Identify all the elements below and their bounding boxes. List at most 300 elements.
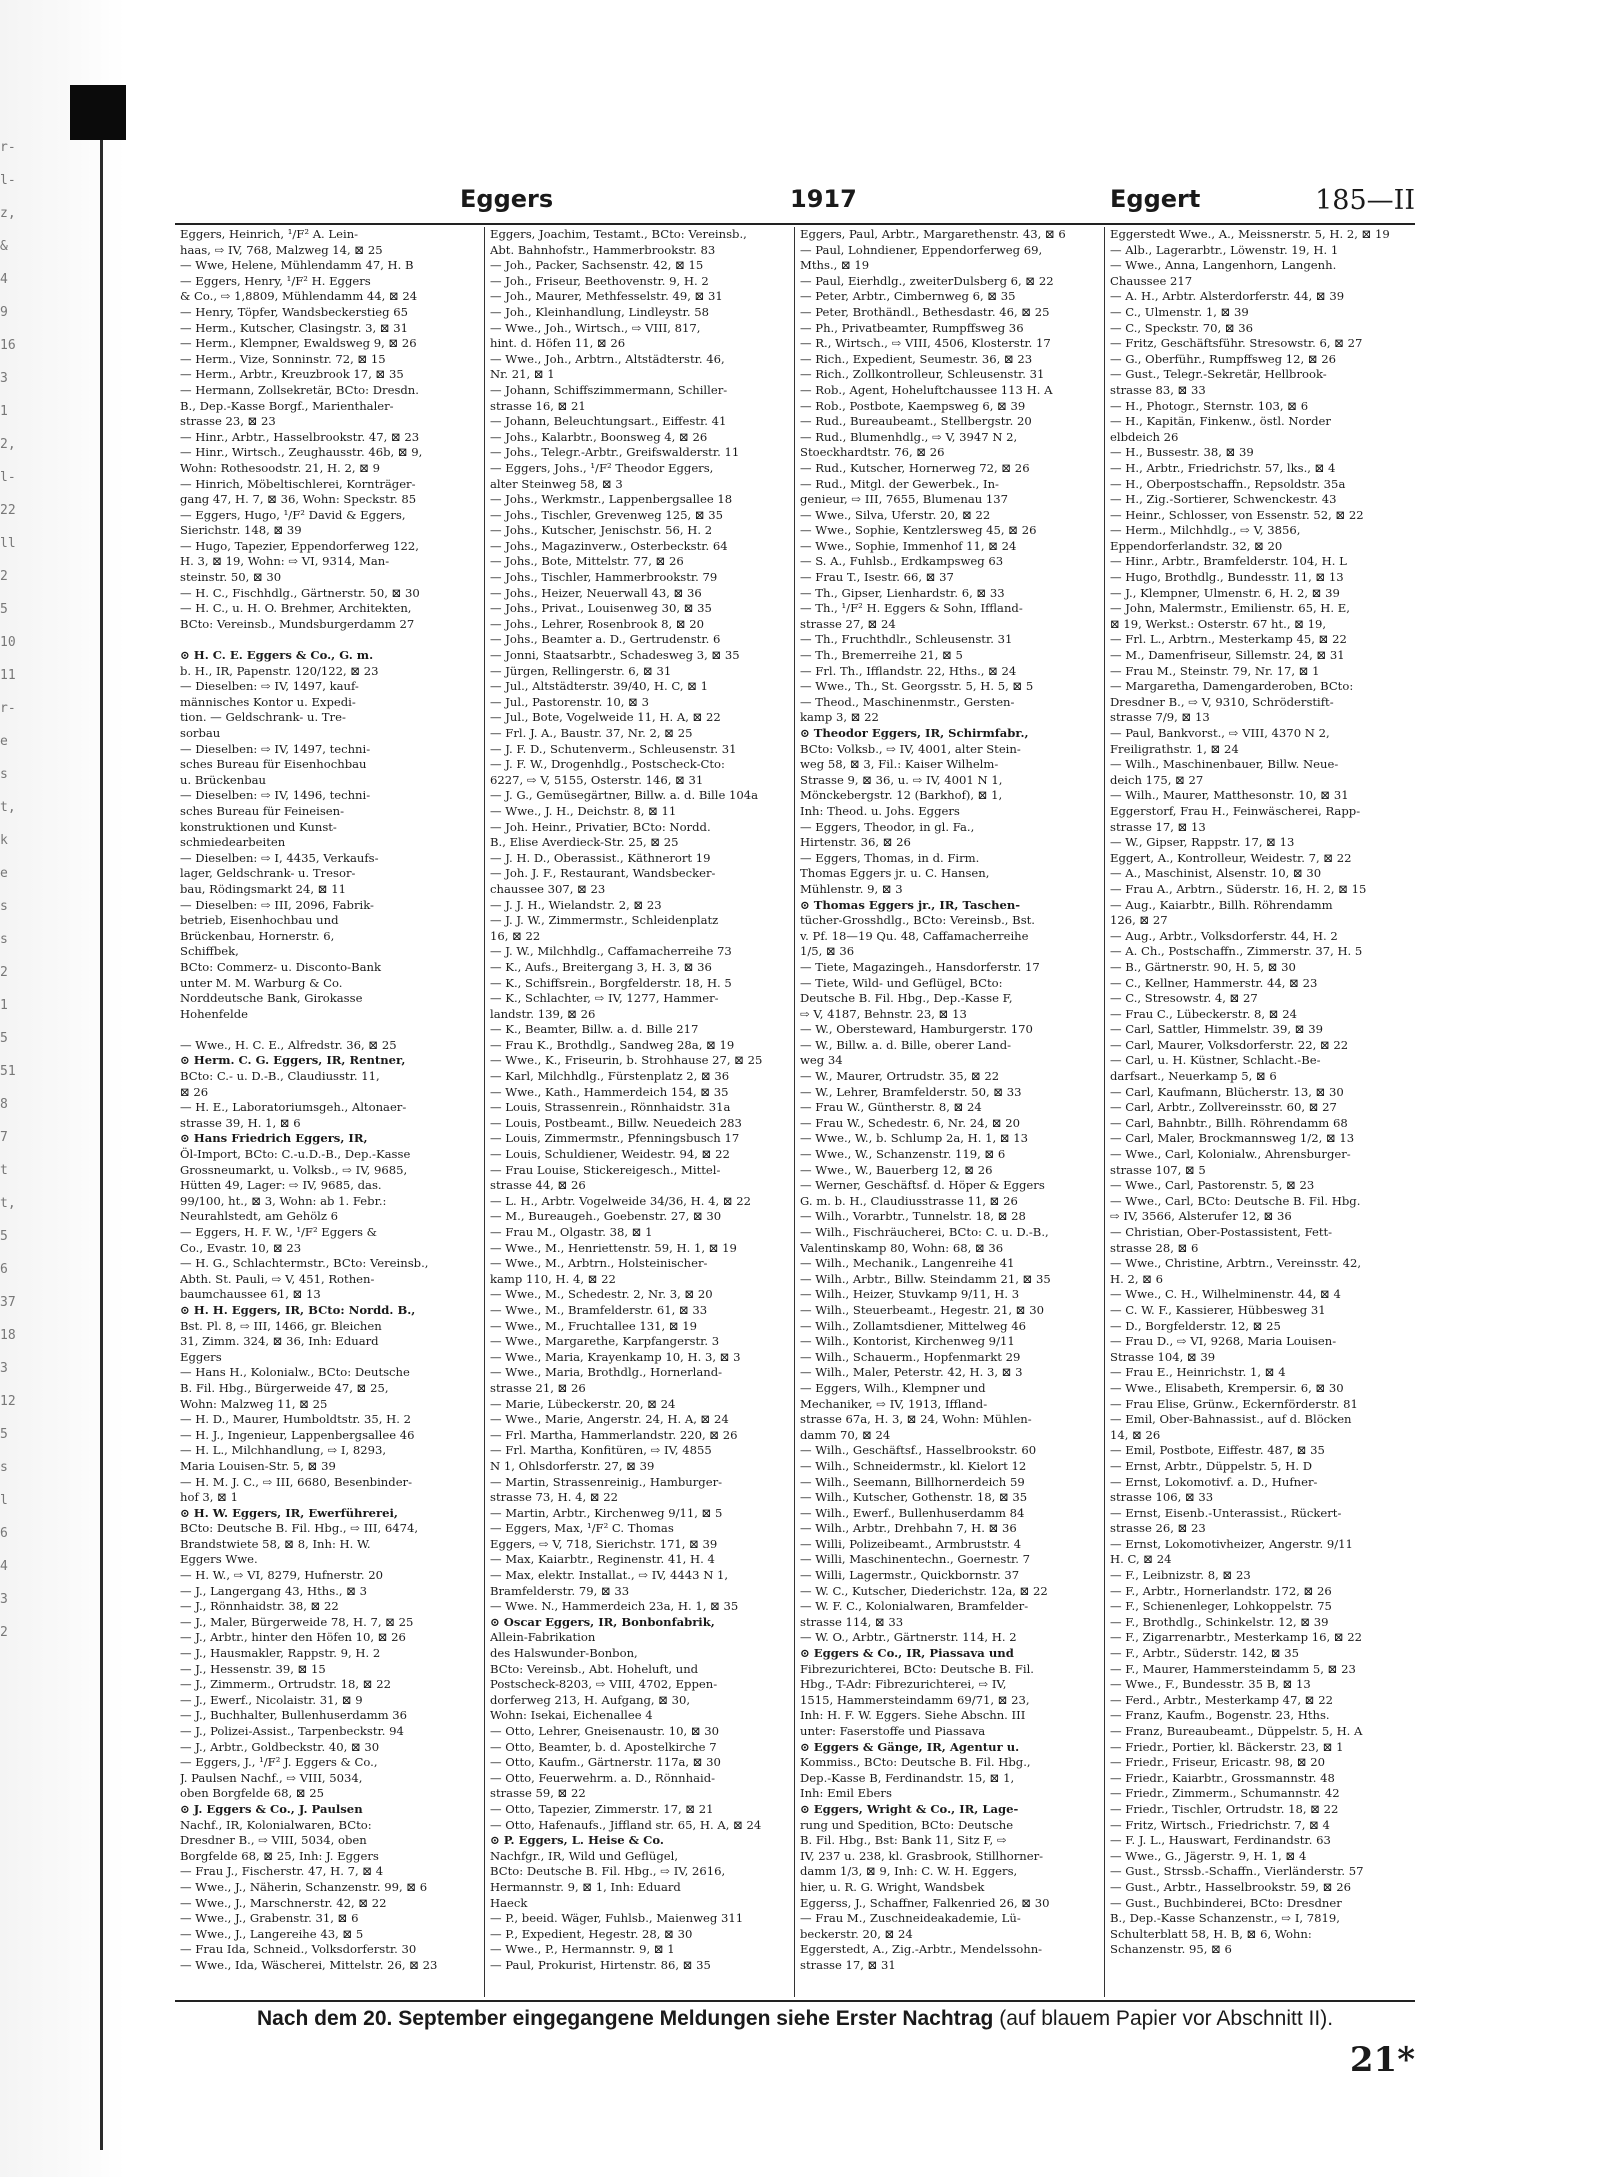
entry-line: — A. H., Arbtr. Alsterdorferstr. 44, ⊠ 39 [1110,289,1345,304]
entry-line: — Wwe., Sophie, Kentzlersweg 45, ⊠ 26 [800,523,1037,538]
entry-line: v. Pf. 18—19 Qu. 48, Caffamacherreihe [800,928,1029,943]
entry-line: — Frau Louise, Stickereigesch., Mittel- [490,1162,721,1177]
entry-line: — Wilh., Zollamtsdiener, Mittelweg 46 [800,1318,1026,1333]
entry-line: — Johs., Kalarbtr., Boonsweg 4, ⊠ 26 [490,429,708,444]
header-left-keyword: Eggers [460,185,554,213]
column-2 [485,227,795,1997]
entry-line: — Jürgen, Rellingerstr. 6, ⊠ 31 [490,663,672,678]
entry-line: hof 3, ⊠ 1 [180,1490,238,1505]
entry-line: — Otto, Tapezier, Zimmerstr. 17, ⊠ 21 [490,1801,714,1816]
edge-mark: 2, [0,437,16,452]
entry-line: Brückenbau, Hornerstr. 6, [180,928,335,943]
entry-line: 1515, Hammersteindamm 69/71, ⊠ 23, [800,1692,1030,1707]
entry-line: — Aug., Kaiarbtr., Billh. Röhrendamm [1110,897,1333,912]
entry-line: — Wilh., Vorarbtr., Tunnelstr. 18, ⊠ 28 [800,1209,1026,1224]
entry-line: — W. O., Arbtr., Gärtnerstr. 114, H. 2 [800,1630,1017,1645]
edge-mark: 3 [0,1361,8,1376]
entry-line: ⇨ V, 4187, Behnstr. 23, ⊠ 13 [800,1006,967,1021]
entry-line: hier, u. R. G. Wright, Wandsbek [800,1879,985,1894]
edge-mark: 8 [0,1097,8,1112]
entry-line: Eggerstedt, A., Zig.-Arbtr., Mendelssohn- [800,1942,1043,1957]
entry-line: männisches Kontor u. Expedi- [180,694,356,709]
entry-line: dorferweg 213, H. Aufgang, ⊠ 30, [490,1692,691,1707]
entry-line: darfsart., Neuerkamp 5, ⊠ 6 [1110,1069,1277,1084]
entry-line: Eppendorferlandstr. 32, ⊠ 20 [1110,538,1283,553]
entry-line: — Joh., Maurer, Methfesselstr. 49, ⊠ 31 [490,289,723,304]
entry-line: — Heinr., Schlosser, von Essenstr. 52, ⊠ 22 [1110,507,1364,522]
entry-line: — K., Beamter, Billw. a. d. Bille 217 [490,1022,699,1037]
entry-line: — Carl, u. H. Küstner, Schlacht.-Be- [1110,1053,1321,1068]
entry-line: — Rob., Postbote, Kaempsweg 6, ⊠ 39 [800,398,1026,413]
edge-mark: & [0,239,8,254]
edge-mark: 7 [0,1130,8,1145]
entry-line: H. 3, ⊠ 19, Wohn: ⇨ VI, 9314, Man- [180,554,390,569]
entry-line: — Paul, Eierhdlg., zweiterDulsberg 6, ⊠ 22 [800,273,1054,288]
entry-line: — Wilh., Geschäftsf., Hasselbrookstr. 60 [800,1443,1037,1458]
entry-line: — Johs., Privat., Louisenweg 30, ⊠ 35 [490,601,712,616]
entry-line: ⊙ H. H. Eggers, IR, BCto: Nordd. B., [180,1302,416,1317]
entry-line: strasse 106, ⊠ 33 [1110,1490,1214,1505]
entry-line: — Frau A., Arbtrn., Süderstr. 16, H. 2, ⊠ 15 [1110,881,1367,896]
entry-line: 6227, ⇨ V, 5155, Osterstr. 146, ⊠ 31 [490,772,704,787]
entry-line: — J., Hessenstr. 39, ⊠ 15 [180,1661,326,1676]
entry-line: — Aug., Arbtr., Volksdorferstr. 44, H. 2 [1110,928,1338,943]
entry-line: — Louis, Zimmermstr., Pfenningsbusch 17 [490,1131,740,1146]
entry-line: — K., Schlachter, ⇨ IV, 1277, Hammer- [490,991,719,1006]
header-rule [175,223,1415,225]
edge-mark: e [0,866,8,881]
entry-line: — Gust., Telegr.-Sekretär, Hellbrook- [1110,367,1327,382]
entry-line: — Hugo, Tapezier, Eppendorferweg 122, [180,538,419,553]
entry-line: Eggerstorf, Frau H., Feinwäscherei, Rapp- [1110,803,1361,818]
entry-line: — Marie, Lübeckerstr. 20, ⊠ 24 [490,1396,676,1411]
edge-mark: 2 [0,569,8,584]
entry-line: IV, 237 u. 238, kl. Grasbrook, Stillhorner- [800,1848,1044,1863]
entry-line: strasse 17, ⊠ 13 [1110,819,1206,834]
edge-mark: 37 [0,1295,16,1310]
entry-line: — Wilh., Schauerm., Hopfenmarkt 29 [800,1349,1021,1364]
entry-line: Dresdner B., ⇨ VIII, 5034, oben [180,1833,367,1848]
edge-mark: z, [0,206,16,221]
entry-line: Strasse 9, ⊠ 36, u. ⇨ IV, 4001 N 1, [800,772,1003,787]
entry-line: strasse 44, ⊠ 26 [490,1178,586,1193]
entry-line: — J., Maler, Bürgerweide 78, H. 7, ⊠ 25 [180,1614,414,1629]
entry-line: — Ernst, Lokomotivheizer, Angerstr. 9/11 [1110,1536,1353,1551]
entry-line: — H. G., Schlachtermstr., BCto: Vereinsb., [180,1256,429,1271]
entry-line: B. Fil. Hbg., Bst: Bank 11, Sitz F, ⇨ [800,1833,1007,1848]
entry-line: — Frl. J. A., Baustr. 37, Nr. 2, ⊠ 25 [490,726,693,740]
entry-line: — Louis, Postbeamt., Billw. Neuedeich 283 [490,1115,742,1130]
entry-line: Nachf., IR, Kolonialwaren, BCto: [180,1817,372,1832]
entry-line: — Rud., Blumenhdlg., ⇨ V, 3947 N 2, [800,429,1018,444]
entry-line: — Ernst, Lokomotivf. a. D., Hufner- [1110,1474,1318,1489]
entry-line: — Jul., Pastorenstr. 10, ⊠ 3 [490,694,649,709]
entry-line: — J., Arbtr., hinter den Höfen 10, ⊠ 26 [180,1630,406,1645]
entry-line: — F., Maurer, Hammersteindamm 5, ⊠ 23 [1110,1661,1356,1676]
entry-line: — Rob., Agent, Hoheluftchaussee 113 H. A [800,382,1053,397]
entry-line: Abth. St. Pauli, ⇨ V, 451, Rothen- [180,1271,375,1286]
entry-line: Eggers, Paul, Arbtr., Margarethenstr. 43, ⊠ 6 [800,227,1066,241]
edge-mark: 3 [0,1592,8,1607]
entry-line: — J. F. D., Schutenverm., Schleusenstr. 31 [490,741,737,756]
edge-mark: 16 [0,338,16,353]
entry-line: Maria Louisen-Str. 5, ⊠ 39 [180,1458,336,1473]
entry-line: — S. A., Fuhlsb., Erdkampsweg 63 [800,554,1004,569]
edge-mark: l- [0,470,16,485]
entry-line: — Herm., Milchhdlg., ⇨ V, 3856, [1110,523,1301,538]
entry-line: — C., Speckstr. 70, ⊠ 36 [1110,320,1254,335]
entry-line: — J., Rönnhaidstr. 38, ⊠ 22 [180,1599,339,1614]
entry-line: chaussee 307, ⊠ 23 [490,881,606,896]
entry-line: Stoeckhardtstr. 76, ⊠ 26 [800,445,945,460]
edge-mark: 18 [0,1328,16,1343]
entry-line: sches Bureau für Feineisen- [180,803,345,818]
entry-line: lager, Geldschrank- u. Tresor- [180,866,356,881]
entry-line: H. 2, ⊠ 6 [1110,1271,1164,1286]
entry-line: — W., Gipser, Rappstr. 17, ⊠ 13 [1110,835,1295,850]
entry-line: B., Dep.-Kasse Schanzenstr., ⇨ I, 7819, [1110,1911,1340,1926]
entry-line: — Joh., Friseur, Beethovenstr. 9, H. 2 [490,273,709,288]
entry-line: — Johs., Heizer, Neuerwall 43, ⊠ 36 [490,585,702,600]
entry-line: 14, ⊠ 26 [1110,1427,1161,1442]
entry-line: — Rich., Expedient, Seumestr. 36, ⊠ 23 [800,351,1033,366]
entry-line: — W., Obersteward, Hamburgerstr. 170 [800,1022,1033,1037]
entry-line: BCto: Volksb., ⇨ IV, 4001, alter Stein- [800,741,1021,756]
entry-line: — Wilh., Ewerf., Bullenhuserdamm 84 [800,1505,1025,1520]
page-marker: 21* [1349,2040,1415,2080]
edge-mark: 22 [0,503,16,518]
entry-line: — F., Brothdlg., Schinkelstr. 12, ⊠ 39 [1110,1614,1329,1629]
entry-line: — W. C., Kutscher, Diederichstr. 12a, ⊠ 22 [800,1583,1048,1598]
entry-line: Eggers [180,1349,222,1364]
entry-line: — Wwe., W., Bauerberg 12, ⊠ 26 [800,1162,993,1177]
entry-line: — Th., ¹/F² H. Eggers & Sohn, Iffland- [800,601,1023,616]
entry-line: — J. J. H., Wielandstr. 2, ⊠ 23 [490,897,662,912]
entry-line: betrieb, Eisenhochbau und [180,913,339,928]
entry-line: weg 58, ⊠ 3, Fil.: Kaiser Wilhelm- [800,757,999,772]
entry-line: — Hermann, Zollsekretär, BCto: Dresdn. [180,382,419,397]
entry-line: Wohn: Malzweg 11, ⊠ 25 [180,1396,328,1411]
entry-line: Hirtenstr. 36, ⊠ 26 [800,835,911,850]
entry-line: rung und Spedition, BCto: Deutsche [800,1817,1014,1832]
entry-line: — R., Wirtsch., ⇨ VIII, 4506, Klosterstr. 17 [800,336,1051,351]
entry-line: bau, Rödingsmarkt 24, ⊠ 11 [180,881,346,896]
entry-line: — H., Kapitän, Finkenw., östl. Norder [1110,414,1331,429]
entry-line: unter: Faserstoffe und Piassava [800,1724,986,1738]
entry-line: Mechaniker, ⇨ IV, 1913, Iffland- [800,1396,988,1411]
entry-line: — Wwe., K., Friseurin, b. Strohhause 27, ⊠ 25 [490,1053,763,1068]
scan-margin [0,0,125,2177]
edge-mark: 2 [0,1625,8,1640]
entry-line: — Johs., Kutscher, Jenischstr. 56, H. 2 [490,523,713,538]
entry-line: J. Paulsen Nachf., ⇨ VIII, 5034, [180,1770,363,1785]
entry-line: — Wwe., Silva, Uferstr. 20, ⊠ 22 [800,507,991,522]
entry-line: ⇨ IV, 3566, Alsterufer 12, ⊠ 36 [1110,1209,1292,1224]
entry-line: — Johann, Schiffszimmermann, Schiller- [490,382,728,397]
entry-line: — Wilh., Schneidermstr., kl. Kielort 12 [800,1458,1027,1473]
entry-line: — Karl, Milchhdlg., Fürstenplatz 2, ⊠ 36 [490,1069,730,1084]
entry-line: — Hinrich, Möbeltischlerei, Kornträger- [180,476,416,491]
entry-line: — J., Ewerf., Nicolaistr. 31, ⊠ 9 [180,1692,363,1707]
entry-line: — Carl, Bahnbtr., Billh. Röhrendamm 68 [1110,1115,1348,1130]
entry-line: — Dieselben: ⇨ I, 4435, Verkaufs- [180,850,379,865]
entry-line: strasse 21, ⊠ 26 [490,1380,586,1395]
entry-line: Mönckebergstr. 12 (Barkhof), ⊠ 1, [800,788,1003,803]
edge-mark: t [0,1163,8,1178]
entry-line: strasse 114, ⊠ 33 [800,1614,904,1629]
entry-line: — Franz, Kaufm., Bogenstr. 23, Hths. [1110,1708,1330,1723]
edge-mark: 6 [0,1526,8,1541]
entry-line: kamp 3, ⊠ 22 [800,710,879,725]
entry-line: — Gust., Strssb.-Schaffn., Vierländerstr. 57 [1110,1864,1364,1879]
entry-line: BCto: Vereinsb., Mundsburgerdamm 27 [180,616,415,631]
entry-line: unter M. M. Warburg & Co. [180,975,343,990]
entry-line: — Dieselben: ⇨ IV, 1496, techni- [180,788,371,803]
entry-line: — Th., Gipser, Lienhardstr. 6, ⊠ 33 [800,585,1005,600]
entry-line: strasse 27, ⊠ 24 [800,616,896,631]
entry-line: Hermannstr. 9, ⊠ 1, Inh: Eduard [490,1879,681,1894]
entry-line: — J., Hausmakler, Rappstr. 9, H. 2 [180,1646,381,1661]
entry-line: — D., Borgfelderstr. 12, ⊠ 25 [1110,1318,1281,1333]
entry-line: — Wilh., Arbtr., Drehbahn 7, H. ⊠ 36 [800,1521,1017,1536]
entry-line: konstruktionen und Kunst- [180,819,337,834]
entry-line: — Louis, Schuldiener, Weidestr. 94, ⊠ 22 [490,1147,730,1162]
entry-line: — H. J., Ingenieur, Lappenbergsallee 46 [180,1427,415,1442]
entry-line: Dep.-Kasse B, Ferdinandstr. 15, ⊠ 1, [800,1770,1015,1785]
entry-line: — Paul, Bankvorst., ⇨ VIII, 4370 N 2, [1110,726,1330,740]
entry-line: — Dieselben: ⇨ IV, 1497, kauf- [180,679,359,694]
entry-line: Wohn: Rothesoodstr. 21, H. 2, ⊠ 9 [180,460,381,475]
entry-line: — Joh., Packer, Sachsenstr. 42, ⊠ 15 [490,258,704,273]
entry-line: Strasse 104, ⊠ 39 [1110,1349,1216,1364]
entry-line: Mths., ⊠ 19 [800,258,870,273]
entry-line: — Eggers, Henry, ¹/F² H. Eggers [180,273,371,288]
entry-line: — H., Bussestr. 38, ⊠ 39 [1110,445,1254,460]
entry-line: — Otto, Feuerwehrm. a. D., Rönnhaid- [490,1770,716,1785]
entry-line: ⊠ 19, Werkst.: Osterstr. 67 ht., ⊠ 19, [1110,616,1327,631]
entry-line: — J. W., Milchhdlg., Caffamacherreihe 73 [490,944,732,959]
entry-line: Sierichstr. 148, ⊠ 39 [180,523,302,538]
entry-line: steinstr. 50, ⊠ 30 [180,570,282,585]
entry-line: — Herm., Kutscher, Clasingstr. 3, ⊠ 31 [180,320,408,335]
entry-line: hint. d. Höfen 11, ⊠ 26 [490,336,626,351]
edge-mark: k [0,833,8,848]
entry-line: — Johs., Werkmstr., Lappenbergsallee 18 [490,492,733,507]
edge-mark: 1 [0,404,8,419]
entry-line: Nr. 21, ⊠ 1 [490,367,555,382]
entry-line: — B., Gärtnerstr. 90, H. 5, ⊠ 30 [1110,959,1296,974]
entry-line: — Johs., Lehrer, Rosenbrook 8, ⊠ 20 [490,616,704,631]
entry-line [180,632,479,648]
entry-line: — H. C., u. H. O. Brehmer, Architekten, [180,601,412,616]
entry-line: Inh: Theod. u. Johs. Eggers [800,803,960,818]
entry-line: alter Steinweg 58, ⊠ 3 [490,476,623,491]
edge-mark: l [0,1493,8,1508]
edge-mark: 1 [0,998,8,1013]
entry-line: Hütten 49, Lager: ⇨ IV, 9685, das. [180,1178,382,1193]
entry-line: — Johs., Beamter a. D., Gertrudenstr. 6 [490,632,721,647]
binding-shadow [70,85,126,140]
entry-line: — Jul., Bote, Vogelweide 11, H. A, ⊠ 22 [490,710,721,725]
entry-line: ⊙ Eggers & Gänge, IR, Agentur u. [800,1739,1020,1754]
entry-line: ⊙ Herm. C. G. Eggers, IR, Rentner, [180,1053,406,1068]
entry-line: — Gust., Buchbinderei, BCto: Dresdner [1110,1895,1342,1910]
entry-line: sorbau [180,726,221,740]
entry-line: — H. L., Milchhandlung, ⇨ I, 8293, [180,1443,387,1458]
directory-page [175,185,1415,2080]
entry-line: — J. H. D., Oberassist., Käthnerort 19 [490,850,711,865]
entry-line: — Johs., Bote, Mittelstr. 77, ⊠ 26 [490,554,684,569]
entry-line: — Herm., Klempner, Ewaldsweg 9, ⊠ 26 [180,336,417,351]
entry-line: schmiedearbeiten [180,835,286,850]
entry-line: — Wwe., F., Bundesstr. 35 B, ⊠ 13 [1110,1677,1311,1692]
entry-line: — Jul., Altstädterstr. 39/40, H. C, ⊠ 1 [490,679,709,694]
footer-rule [175,2000,1415,2002]
entry-line: — Wilh., Seemann, Billhornerdeich 59 [800,1474,1025,1489]
entry-line: ⊙ H. C. E. Eggers & Co., G. m. [180,648,374,663]
entry-line: — Frau D., ⇨ VI, 9268, Maria Louisen- [1110,1334,1337,1349]
entry-line: — Emil, Postbote, Eiffestr. 487, ⊠ 35 [1110,1443,1325,1458]
entry-line: — W. F. C., Kolonialwaren, Bramfelder- [800,1599,1029,1614]
entry-line: Grossneumarkt, u. Volksb., ⇨ IV, 9685, [180,1162,408,1177]
entry-line: — Frau M., Steinstr. 79, Nr. 17, ⊠ 1 [1110,663,1320,678]
entry-line: — Rud., Mitgl. der Gewerbek., In- [800,476,999,491]
entry-line: BCto: Vereinsb., Abt. Hoheluft, und [490,1661,699,1676]
entry-line: ⊙ Hans Friedrich Eggers, IR, [180,1131,368,1146]
column-4 [1105,227,1415,1997]
entry-line: — Wwe., Joh., Arbtrn., Altstädterstr. 46, [490,351,725,366]
entry-line: — Herm., Arbtr., Kreuzbrook 17, ⊠ 35 [180,367,404,382]
edge-mark: 9 [0,305,8,320]
entry-line: — Wwe., G., Jägerstr. 9, H. 1, ⊠ 4 [1110,1848,1307,1863]
entry-line: Nachfgr., IR, Wild und Geflügel, [490,1848,679,1863]
edge-mark: r- [0,701,16,716]
footer-normal-text: (auf blauem Papier vor Abschnitt II). [999,2007,1334,2030]
entry-line: — Wwe., M., Henriettenstr. 59, H. 1, ⊠ 19 [490,1240,737,1255]
entry-line: H. C, ⊠ 24 [1110,1552,1172,1567]
entry-line: B., Dep.-Kasse Borgf., Marienthaler- [180,398,394,413]
entry-line: Abt. Bahnhofstr., Hammerbrookstr. 83 [490,242,716,257]
edge-mark: 3 [0,371,8,386]
entry-line: Borgfelde 68, ⊠ 25, Inh: J. Eggers [180,1848,379,1863]
entry-line: — Fritz, Geschäftsführ. Stresowstr. 6, ⊠ 27 [1110,336,1363,351]
gutter-line [100,140,103,2150]
entry-line: — H. C., Fischhdlg., Gärtnerstr. 50, ⊠ 30 [180,585,420,600]
entry-line: Brandstwiete 58, ⊠ 8, Inh: H. W. [180,1536,371,1551]
entry-line: — Friedr., Friseur, Ericastr. 98, ⊠ 20 [1110,1755,1326,1770]
entry-line: — A. Ch., Postschaffn., Zimmerstr. 37, H. 5 [1110,944,1363,959]
entry-line: — C., Kellner, Hammerstr. 44, ⊠ 23 [1110,975,1318,990]
entry-line: Schulterblatt 58, H. B, ⊠ 6, Wohn: [1110,1926,1312,1941]
entry-line: — J. J. W., Zimmermstr., Schleidenplatz [490,913,719,928]
entry-line: — Hinr., Arbtr., Hasselbrookstr. 47, ⊠ 23 [180,429,420,444]
edge-mark: s [0,1460,8,1475]
edge-mark: t, [0,1196,16,1211]
entry-line: Postscheck-8203, ⇨ VIII, 4702, Eppen- [490,1677,718,1692]
entry-line: — C., Ulmenstr. 1, ⊠ 39 [1110,304,1249,319]
entry-line: — F., Leibnizstr. 8, ⊠ 23 [1110,1568,1251,1583]
entry-line: — Wwe., M., Arbtrn., Holsteinischer- [490,1256,708,1271]
entry-line: — Wwe., Marie, Angerstr. 24, H. A, ⊠ 24 [490,1412,729,1427]
entry-line: — Wwe., J., Marschnerstr. 42, ⊠ 22 [180,1895,387,1910]
entry-line: — Th., Bremerreihe 21, ⊠ 5 [800,648,963,663]
entry-line: Hohenfelde [180,1006,249,1021]
entry-line: ⊙ Theodor Eggers, IR, Schirmfabr., [800,726,1029,740]
entry-line: Eggers Wwe. [180,1552,258,1567]
entry-line: — Th., Fruchthdlr., Schleusenstr. 31 [800,632,1013,647]
entry-line: — Carl, Kaufmann, Blücherstr. 13, ⊠ 30 [1110,1084,1344,1099]
entry-line: — J., Zimmerm., Ortrudstr. 18, ⊠ 22 [180,1677,391,1692]
entry-line: — Willi, Polizeibeamt., Armbruststr. 4 [800,1536,1022,1551]
entry-line: Chaussee 217 [1110,273,1193,288]
entry-line: — Joh. Heinr., Privatier, BCto: Nordd. [490,819,711,834]
entry-line: — P., beeid. Wäger, Fuhlsb., Maienweg 311 [490,1911,744,1926]
entry-line: — Frau W., Schedestr. 6, Nr. 24, ⊠ 20 [800,1115,1020,1130]
footer-bold-text: Nach dem 20. September eingegangene Meldungen siehe Erster Nachtrag [256,2007,994,2030]
entry-line: Neurahlstedt, am Gehölz 6 [180,1209,339,1224]
entry-line: — Dieselben: ⇨ IV, 1497, techni- [180,741,371,756]
entry-line: — Wwe., W., Schanzenstr. 119, ⊠ 6 [800,1147,1006,1162]
entry-line: — Eggers, H. F. W., ¹/F² Eggers & [180,1225,377,1239]
entry-line: — Wwe., Margarethe, Karpfangerstr. 3 [490,1334,720,1349]
entry-line: — Wwe., Carl, BCto: Deutsche B. Fil. Hbg. [1110,1193,1361,1208]
entry-line: — Wilh., Maler, Peterstr. 42, H. 3, ⊠ 3 [800,1365,1023,1380]
entry-line: ⊙ Oscar Eggers, IR, Bonbonfabrik, [490,1614,715,1629]
entry-line: Co., Evastr. 10, ⊠ 23 [180,1240,302,1255]
edge-mark: r- [0,140,16,155]
entry-line: 31, Zimm. 324, ⊠ 36, Inh: Eduard [180,1334,379,1349]
entry-line: — Paul, Lohndiener, Eppendorferweg 69, [800,242,1043,257]
entry-line: — Frl. L., Arbtrn., Mesterkamp 45, ⊠ 22 [1110,632,1347,647]
entry-line: — Eggers, Theodor, in gl. Fa., [800,819,975,834]
edge-mark: 2 [0,965,8,980]
entry-line: — Franz, Bureaubeamt., Düppelstr. 5, H. A [1110,1724,1363,1738]
entry-line: — Wwe., Ida, Wäscherei, Mittelstr. 26, ⊠ 23 [180,1957,438,1972]
entry-line: — Gust., Arbtr., Hasselbrookstr. 59, ⊠ 26 [1110,1879,1351,1894]
entry-line: — Werner, Geschäftsf. d. Höper & Eggers [800,1178,1045,1193]
entry-line: Inh: Emil Ebers [800,1786,892,1801]
footer-note [175,2007,1415,2031]
entry-line: Eggerss, J., Schaffner, Falkenried 26, ⊠ 30 [800,1895,1050,1910]
edge-mark: l- [0,173,16,188]
entry-line: oben Borgfelde 68, ⊠ 25 [180,1786,324,1801]
entry-line: ⊙ P. Eggers, L. Heise & Co. [490,1833,664,1848]
entry-line: ⊠ 26 [180,1084,209,1099]
entry-line: — H., Zig.-Sortierer, Schwenckestr. 43 [1110,492,1337,507]
entry-line: — Wwe., Carl, Kolonialw., Ahrensburger- [1110,1147,1351,1162]
entry-line: — Wwe., J. H., Deichstr. 8, ⊠ 11 [490,803,677,818]
entry-line: — Wilh., Arbtr., Billw. Steindamm 21, ⊠ 35 [800,1271,1051,1286]
entry-line: — H. E., Laboratoriumsgeh., Altonaer- [180,1100,407,1115]
entry-line: — Wilh., Maurer, Matthesonstr. 10, ⊠ 31 [1110,788,1349,803]
entry-line: — F., Zigarrenarbtr., Mesterkamp 16, ⊠ 22 [1110,1630,1362,1645]
entry-line: — Frau C., Lübeckerstr. 8, ⊠ 24 [1110,1006,1297,1021]
entry-line: Norddeutsche Bank, Girokasse [180,991,363,1006]
entry-line: — Wwe., P., Hermannstr. 9, ⊠ 1 [490,1942,675,1957]
entry-line: deich 175, ⊠ 27 [1110,772,1204,787]
entry-line: — Rich., Zollkontrolleur, Schleusenstr. 31 [800,367,1045,382]
entry-line: haas, ⇨ IV, 768, Malzweg 14, ⊠ 25 [180,242,383,257]
entry-line: — Otto, Hafenaufs., Jiffland str. 65, H. A, ⊠ 24 [490,1817,762,1832]
entry-line: — A., Maschinist, Alsenstr. 10, ⊠ 30 [1110,866,1322,881]
entry-line: — Wwe., H. C. E., Alfredstr. 36, ⊠ 25 [180,1037,397,1052]
header-page-number: 185—II [1315,185,1415,216]
entry-line: 16, ⊠ 22 [490,928,541,943]
edge-mark: 11 [0,668,16,683]
entry-line: Haeck [490,1895,528,1910]
entry-line: — H. W., ⇨ VI, 8279, Hufnerstr. 20 [180,1568,384,1583]
entry-line: G. m. b. H., Claudiusstrasse 11, ⊠ 26 [800,1193,1018,1208]
